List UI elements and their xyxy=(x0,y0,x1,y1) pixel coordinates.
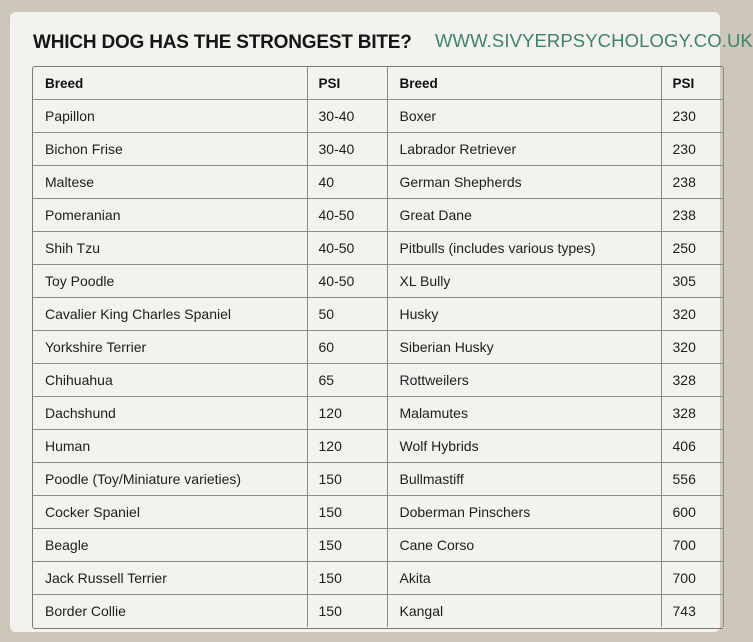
breed-cell: Pomeranian xyxy=(33,199,307,232)
header-psi-right: PSI xyxy=(661,67,723,100)
psi-cell: 150 xyxy=(307,595,387,628)
table-row xyxy=(33,199,723,232)
breed-cell: Border Collie xyxy=(33,595,307,628)
breed-cell: Doberman Pinschers xyxy=(387,496,661,529)
header-psi-left: PSI xyxy=(307,67,387,100)
table-row xyxy=(33,331,723,364)
breed-cell: Shih Tzu xyxy=(33,232,307,265)
psi-cell: 238 xyxy=(661,199,723,232)
breed-cell: Boxer xyxy=(387,100,661,133)
page-title: WHICH DOG HAS THE STRONGEST BITE? xyxy=(33,32,412,53)
psi-cell: 230 xyxy=(661,100,723,133)
breed-cell: Poodle (Toy/Miniature varieties) xyxy=(33,463,307,496)
psi-cell: 30-40 xyxy=(307,100,387,133)
psi-cell: 150 xyxy=(307,562,387,595)
psi-cell: 743 xyxy=(661,595,723,628)
breed-cell: Cocker Spaniel xyxy=(33,496,307,529)
psi-cell: 40-50 xyxy=(307,232,387,265)
breed-cell: Akita xyxy=(387,562,661,595)
table-row xyxy=(33,529,723,562)
breed-cell: Bichon Frise xyxy=(33,133,307,166)
breed-cell: German Shepherds xyxy=(387,166,661,199)
breed-cell: Pitbulls (includes various types) xyxy=(387,232,661,265)
psi-cell: 556 xyxy=(661,463,723,496)
psi-cell: 700 xyxy=(661,529,723,562)
breed-cell: Cavalier King Charles Spaniel xyxy=(33,298,307,331)
breed-cell: Cane Corso xyxy=(387,529,661,562)
psi-cell: 60 xyxy=(307,331,387,364)
breed-cell: Kangal xyxy=(387,595,661,628)
table-row xyxy=(33,463,723,496)
psi-cell: 120 xyxy=(307,397,387,430)
table-row xyxy=(33,364,723,397)
breed-cell: Toy Poodle xyxy=(33,265,307,298)
breed-cell: XL Bully xyxy=(387,265,661,298)
bite-force-table xyxy=(32,66,723,629)
psi-cell: 320 xyxy=(661,331,723,364)
psi-cell: 250 xyxy=(661,232,723,265)
breed-cell: Papillon xyxy=(33,100,307,133)
breed-cell: Maltese xyxy=(33,166,307,199)
breed-cell: Bullmastiff xyxy=(387,463,661,496)
table-header-row xyxy=(33,67,723,100)
table-row xyxy=(33,562,723,595)
table-row xyxy=(33,133,723,166)
breed-cell: Chihuahua xyxy=(33,364,307,397)
table-row xyxy=(33,430,723,463)
table-row xyxy=(33,397,723,430)
psi-cell: 150 xyxy=(307,496,387,529)
breed-cell: Human xyxy=(33,430,307,463)
table-row xyxy=(33,166,723,199)
table-row xyxy=(33,496,723,529)
table-row xyxy=(33,265,723,298)
table-row xyxy=(33,595,723,628)
psi-cell: 40-50 xyxy=(307,199,387,232)
breed-cell: Beagle xyxy=(33,529,307,562)
breed-cell: Rottweilers xyxy=(387,364,661,397)
table-row xyxy=(33,232,723,265)
table-row xyxy=(33,100,723,133)
psi-cell: 40-50 xyxy=(307,265,387,298)
psi-cell: 150 xyxy=(307,463,387,496)
breed-cell: Jack Russell Terrier xyxy=(33,562,307,595)
psi-cell: 65 xyxy=(307,364,387,397)
psi-cell: 600 xyxy=(661,496,723,529)
breed-cell: Siberian Husky xyxy=(387,331,661,364)
breed-cell: Yorkshire Terrier xyxy=(33,331,307,364)
header-breed-left: Breed xyxy=(33,67,307,100)
breed-cell: Wolf Hybrids xyxy=(387,430,661,463)
psi-cell: 30-40 xyxy=(307,133,387,166)
psi-cell: 230 xyxy=(661,133,723,166)
psi-cell: 305 xyxy=(661,265,723,298)
website-url: WWW.SIVYERPSYCHOLOGY.CO.UK xyxy=(435,30,753,51)
psi-cell: 120 xyxy=(307,430,387,463)
table-row xyxy=(33,298,723,331)
psi-cell: 328 xyxy=(661,397,723,430)
psi-cell: 328 xyxy=(661,364,723,397)
infographic-card xyxy=(10,12,753,632)
data-table xyxy=(33,67,724,627)
header-breed-right: Breed xyxy=(387,67,661,100)
psi-cell: 150 xyxy=(307,529,387,562)
psi-cell: 700 xyxy=(661,562,723,595)
breed-cell: Dachshund xyxy=(33,397,307,430)
psi-cell: 238 xyxy=(661,166,723,199)
psi-cell: 40 xyxy=(307,166,387,199)
breed-cell: Husky xyxy=(387,298,661,331)
psi-cell: 406 xyxy=(661,430,723,463)
psi-cell: 320 xyxy=(661,298,723,331)
psi-cell: 50 xyxy=(307,298,387,331)
breed-cell: Malamutes xyxy=(387,397,661,430)
breed-cell: Labrador Retriever xyxy=(387,133,661,166)
breed-cell: Great Dane xyxy=(387,199,661,232)
